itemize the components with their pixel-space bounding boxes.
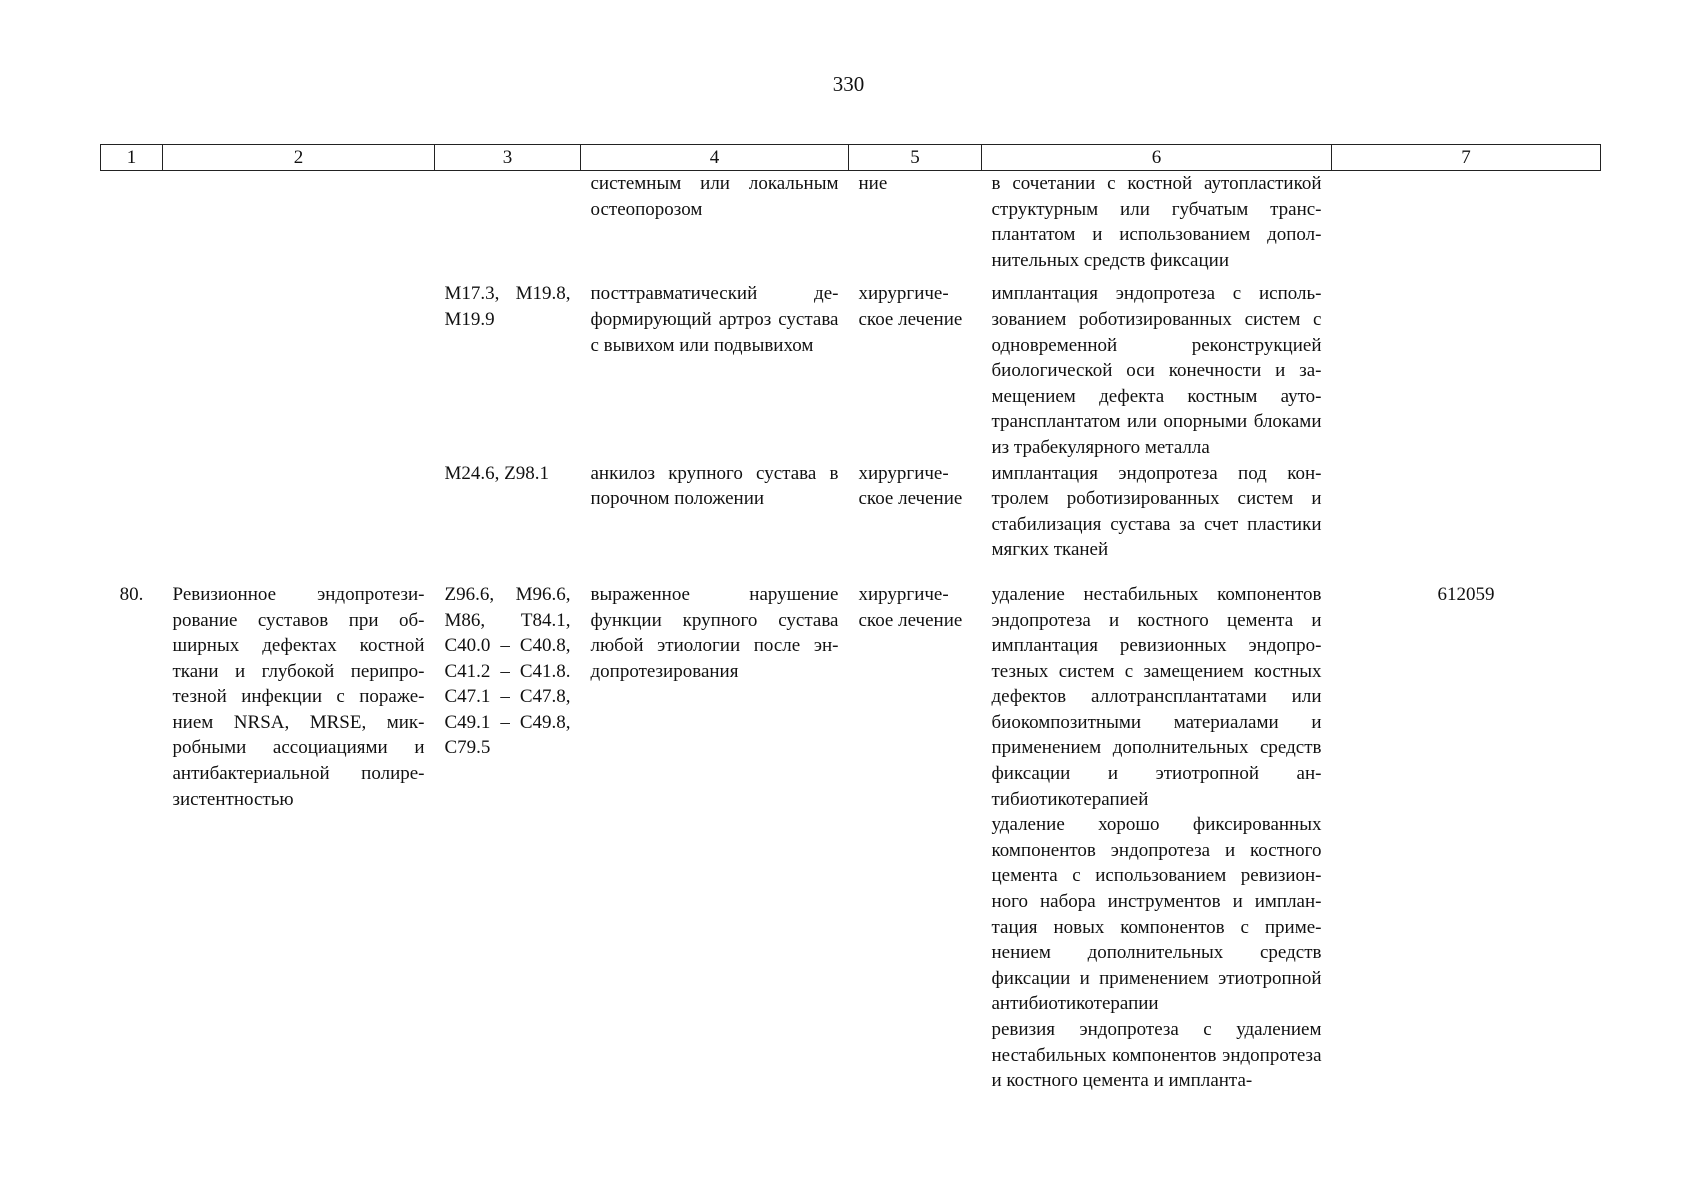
icd-codes	[435, 171, 581, 274]
treatment-method: имплантация эндопротеза с использованием роботизированных систем с одновременной реконструкцией биологической оси конечности и замещением дефекта костным аутотрансплантатом или опорными блоками из трабекулярного металла	[991, 283, 1322, 458]
header-col-7: 7	[1332, 145, 1601, 171]
standard-cost	[1332, 273, 1601, 460]
treatment-methods	[982, 563, 1332, 1094]
header-col-4: 4	[581, 145, 849, 171]
table-row	[101, 563, 1601, 1094]
table-header-row	[101, 145, 1601, 171]
row-number	[101, 273, 163, 460]
procedure-name: Ревизионное эндопротезирование суставов при обширных дефектах костной ткани и глубокой перипротезной инфекции с поражением NRSA, MRSE, микробными ассоциациями и антибактериальной полирезистентностью	[172, 583, 425, 810]
procedure-name	[163, 171, 435, 274]
row-number: 80.	[119, 583, 144, 605]
standard-cost	[1332, 171, 1601, 274]
treatment-method: удаление хорошо фиксированных компонентов эндопротеза и костного цемента с использованием ревизионного набора инструментов и имплантация новых компонентов с применением дополнительных средств фиксации и применением этиотропной антибиотикотерапии	[991, 814, 1322, 1015]
patient-condition: системным или локальным остеопорозом	[590, 173, 839, 220]
patient-condition: посттравматический деформирующий артроз сустава с вывихом или подвывихом	[590, 283, 839, 356]
treatment-type: ние	[858, 173, 888, 194]
header-col-3: 3	[435, 145, 581, 171]
icd-codes: Z96.6, M96.6, M86, T84.1, C40.0 – C40.8, C41.2 – C41.8. C47.1 – C47.8, C49.1 – C49.8, C79.5	[444, 583, 571, 759]
medical-care-table	[100, 144, 1601, 1094]
standard-cost: 612059	[1437, 583, 1495, 605]
header-col-6: 6	[982, 145, 1332, 171]
row-number	[101, 461, 163, 563]
table-row	[101, 273, 1601, 460]
treatment-type: хирургическое лечение	[858, 283, 963, 330]
treatment-method: ревизия эндопротеза с удалением нестабильных компонентов эндопротеза и костного цемента и импланта-	[991, 1019, 1322, 1092]
procedure-name	[163, 461, 435, 563]
treatment-methods	[982, 273, 1332, 460]
table-row	[101, 171, 1601, 274]
treatment-methods	[982, 461, 1332, 563]
treatment-type: хирургическое лечение	[858, 583, 963, 631]
procedure-name	[163, 273, 435, 460]
header-col-1: 1	[101, 145, 163, 171]
page-number: 330	[832, 72, 865, 96]
patient-condition: анкилоз крупного сустава в порочном положении	[590, 462, 839, 510]
treatment-method: в сочетании с костной аутопластикой структурным или губчатым трансплантатом и использованием дополнительных средств фиксации	[991, 173, 1322, 271]
patient-condition: выраженное нарушение функции крупного сустава любой этиологии после эндопротезирования	[590, 583, 839, 682]
table-row	[101, 461, 1601, 563]
treatment-method: имплантация эндопротеза под контролем роботизированных систем и стабилизация сустава за счет пластики мягких тканей	[991, 462, 1322, 561]
row-number	[101, 171, 163, 274]
treatment-type: хирургическое лечение	[858, 462, 963, 510]
icd-codes: M24.6, Z98.1	[444, 462, 549, 484]
header-col-5: 5	[849, 145, 982, 171]
treatment-methods	[982, 171, 1332, 274]
icd-codes: M17.3, M19.8, M19.9	[444, 283, 571, 330]
standard-cost	[1332, 461, 1601, 563]
treatment-method: удаление нестабильных компонентов эндопротеза и костного цемента и имплантация ревизионных эндопротезных систем с замещением костных дефектов аллотрансплантатами или биокомпозитными материалами и применением дополнительных средств фиксации и этиотропной антибиотикотерапией	[991, 583, 1322, 810]
header-col-2: 2	[163, 145, 435, 171]
